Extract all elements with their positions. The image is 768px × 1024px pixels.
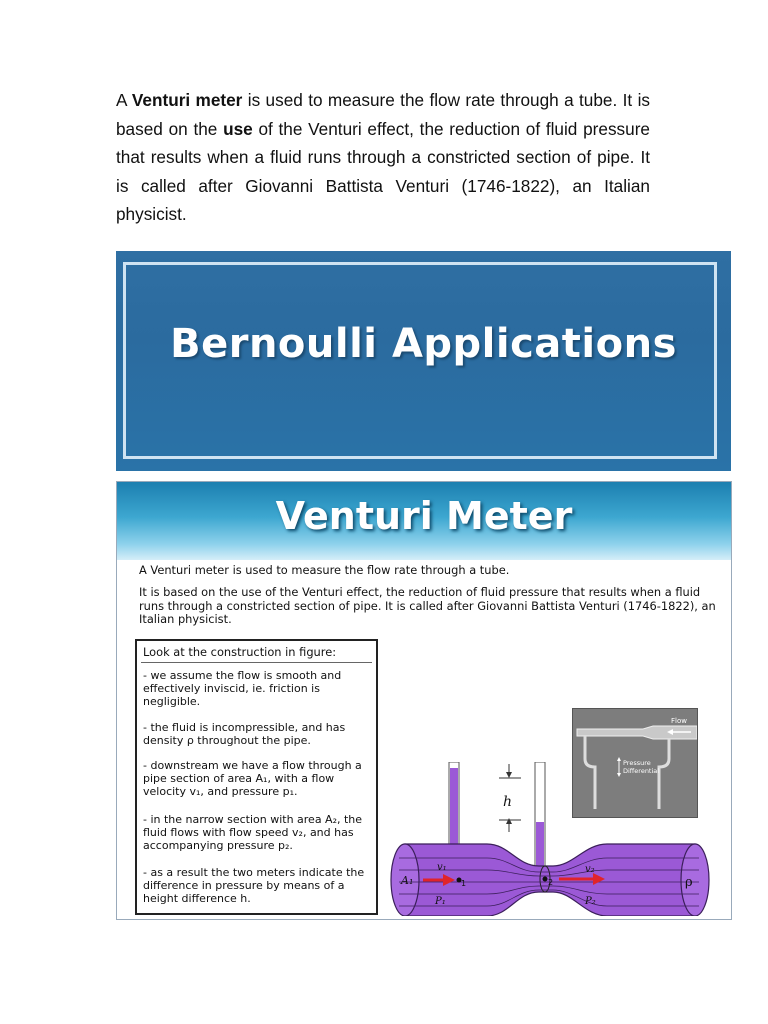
v1-label: v₁ [437, 862, 447, 873]
bernoulli-applications-slide [116, 251, 731, 471]
venturi-diagram [389, 762, 715, 916]
slide-banner-title: Venturi Meter [275, 494, 573, 538]
inset-pressure-label: Pressure [623, 759, 651, 767]
construction-notes-box [135, 639, 378, 915]
slide-title: Bernoulli Applications [170, 321, 677, 367]
slide-intro-text: A Venturi meter is used to measure the flow rate through a tube. [139, 563, 510, 577]
intro-bold-venturi-meter: Venturi meter [131, 90, 243, 110]
intro-bold-use: use [223, 118, 253, 139]
bullet-incompressible: - the fluid is incompressible, and has density ρ throughout the pipe. [143, 721, 346, 747]
box-heading: Look at the construction in figure: [143, 645, 337, 659]
bullet-height-difference: - as a result the two meters indicate the difference in pressure by means of a height difference h. [143, 866, 365, 905]
p2-label: P₂ [585, 896, 596, 907]
bullet-smooth-flow: - we assume the flow is smooth and effectively inviscid, ie. friction is negligible. [143, 669, 342, 708]
bullet-narrow-section: - in the narrow section with area A₂, the fluid flows with flow speed v₂, and has accompanying pressure p₂. [143, 813, 363, 852]
rho-label: ρ [685, 875, 693, 890]
point-2-label: 2 [548, 878, 554, 887]
inset-flow-label: Flow [671, 717, 687, 725]
venturi-meter-slide [116, 481, 732, 920]
p1-label: P₁ [435, 896, 446, 907]
intro-text-2: is used to measure the flow rate through a tube. It is based on the [116, 90, 650, 139]
bullet-downstream: - downstream we have a flow through a pipe section of area A₁, with a flow velocity v₁, and pressure p₁. [143, 759, 362, 798]
slide-banner [117, 482, 731, 560]
intro-paragraph [116, 86, 650, 229]
slide-body-text: It is based on the use of the Venturi effect, the reduction of fluid pressure that results when a fluid runs through a constricted section of pipe. It is called after Giovanni Battista Venturi (1746-1822), an Italian physicist. [139, 585, 716, 626]
point-1-label: 1 [461, 879, 467, 888]
a1-label: A₁ [401, 874, 414, 887]
intro-text-3: of the Venturi effect, the reduction of fluid pressure that results when a fluid runs through a constricted section of pipe. It is called after Giovanni Battista Venturi (1746-1822), an Italian physicist. [116, 118, 650, 225]
inset-differential-label: Differential [623, 767, 660, 775]
intro-text-1: A [116, 90, 132, 110]
h-label: h [503, 794, 513, 810]
box-divider [141, 662, 372, 663]
v2-label: v₂ [585, 864, 595, 875]
venturi-pipe-svg [389, 762, 715, 916]
